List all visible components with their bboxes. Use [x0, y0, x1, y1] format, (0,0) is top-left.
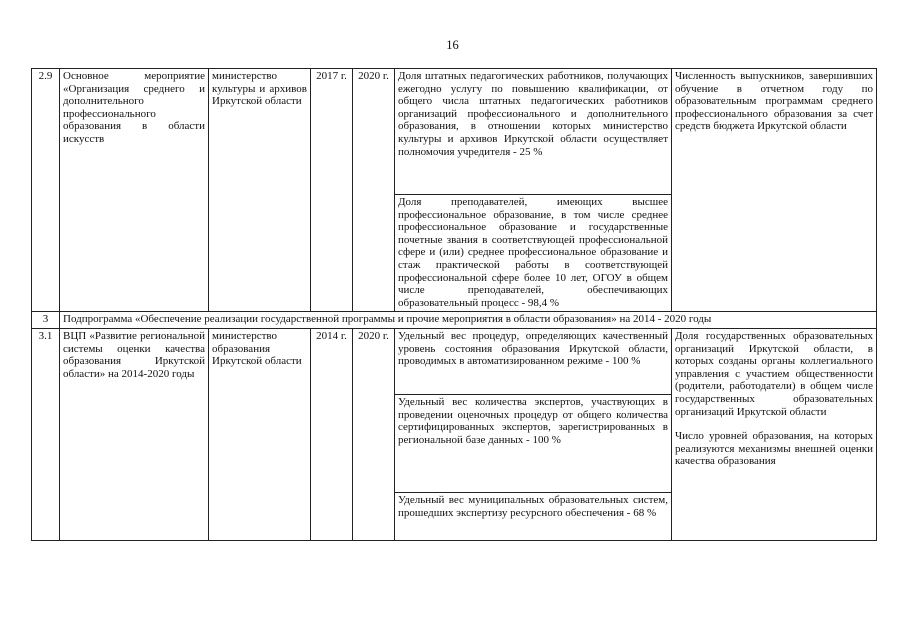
start-year: 2017 г.	[311, 69, 353, 312]
table-row-2-9	[32, 69, 877, 312]
indicator-item: Доля преподавателей, имеющих высшее профессиональное образование, в том числе среднее профессиональное образование и государственные почетные звания в соответствующей профессиональной сфере и (или) среднее профессиональное образование и стаж практической работы в соответствующей профессиональной сфере более 10 лет, ОГОУ в общем числе преподавателей, обеспечивающих образовательный процесс - 98,4 %	[398, 196, 668, 309]
indicator-item: Доля штатных педагогических работников, получающих ежегодно услугу по повышению квалификации, от общего числа штатных педагогических работников организаций профессионального и дополнительного образования, в отношении которых министерство культуры и архивов Иркутской области осуществляет полномочия учредителя - 25 %	[395, 69, 671, 195]
page-number: 16	[446, 38, 459, 52]
program-table	[31, 68, 877, 541]
end-year: 2020 г.	[353, 69, 395, 312]
expected-results	[672, 328, 877, 540]
indicators-list	[395, 69, 671, 311]
end-year: 2020 г.	[353, 328, 395, 540]
result-item: Доля государственных образовательных организаций Иркутской области, в которых созданы органы коллегиального управления с участием общественности (родители, работодатели) в общем числе государственных образовательных организаций Иркутской области	[675, 329, 873, 418]
expected-results: Численность выпускников, завершивших обучение в отчетном году по образовательным программам среднего профессионального образования за счет средств бюджета Иркутской области	[672, 69, 877, 312]
activity-name: Основное мероприятие «Организация среднего и дополнительного профессионального образования в области искусств	[60, 69, 209, 312]
table-row-3-1	[32, 328, 877, 540]
table-row-3	[32, 312, 877, 329]
indicators-cell	[395, 69, 672, 312]
activity-name: ВЦП «Развитие региональной системы оценки качества образования Иркутской области» на 2014-2020 годы	[60, 328, 209, 540]
indicator-item: Удельный вес количества экспертов, участвующих в проведении оценочных процедур от общего количества сертифицированных экспертов, зарегистрированных в региональной базе данных - 100 %	[395, 394, 671, 492]
subprogram-title: Подпрограмма «Обеспечение реализации государственной программы и прочие мероприятия в области образования» на 2014 - 2020 годы	[60, 312, 877, 329]
spacer	[675, 418, 873, 430]
indicator-item: Удельный вес муниципальных образовательных систем, прошедших экспертизу ресурсного обеспечения - 68 %	[398, 493, 668, 519]
executor: министерство культуры и архивов Иркутской области	[209, 69, 311, 312]
start-year: 2014 г.	[311, 328, 353, 540]
row-number: 2.9	[32, 69, 60, 312]
indicators-list	[395, 329, 671, 540]
row-number: 3.1	[32, 328, 60, 540]
row-number: 3	[32, 312, 60, 329]
executor: министерство образования Иркутской области	[209, 328, 311, 540]
indicators-cell	[395, 328, 672, 540]
result-item: Число уровней образования, на которых реализуются механизмы внешней оценки качества образования	[675, 430, 873, 468]
indicator-item: Удельный вес процедур, определяющих качественный уровень состояния образования Иркутской области, проводимых в автоматизированном режиме - 100 %	[395, 329, 671, 395]
